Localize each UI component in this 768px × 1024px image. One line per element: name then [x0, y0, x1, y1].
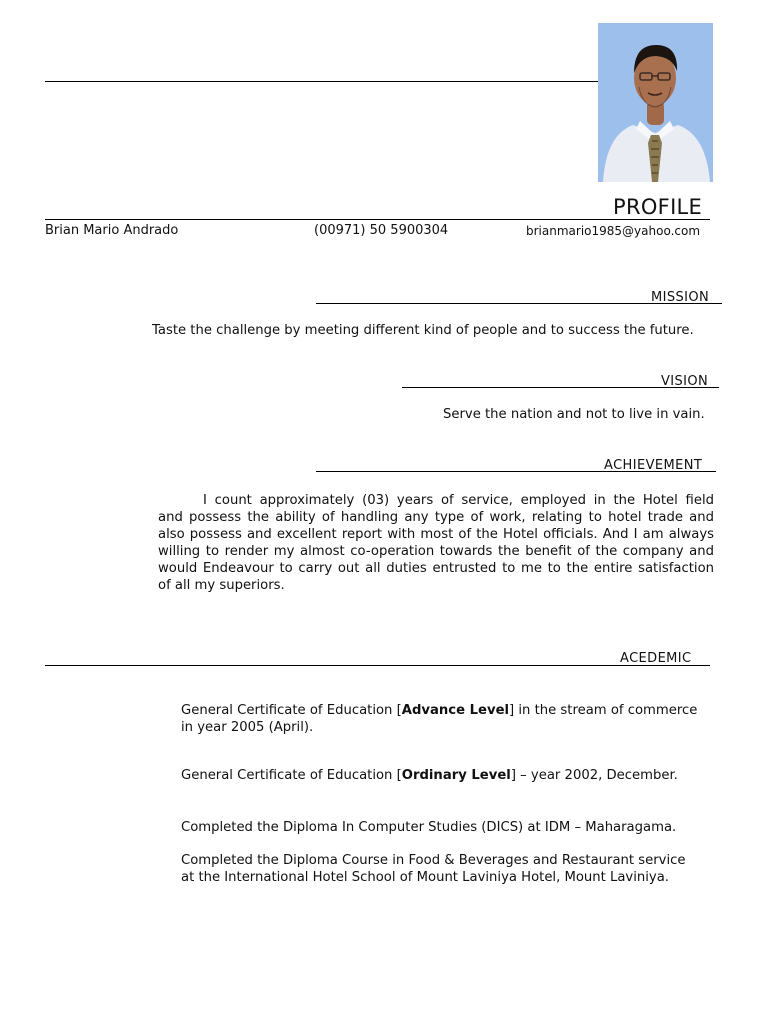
achievement-line: I count approximately (03) years of service, employed in the Hotel field [203, 493, 714, 508]
phone-number: (00971) 50 5900304 [314, 223, 449, 238]
academic-item-text: General Certificate of Education [ [181, 768, 402, 783]
achievement-line: would Endeavour to carry out all duties entrusted to me to the entire satisfaction [158, 561, 714, 576]
email-address: brianmario1985@yahoo.com [526, 224, 701, 238]
achievement-line: and possess the ability of handling any type of work, relating to hotel trade and [158, 510, 714, 525]
page-title: PROFILE [613, 195, 703, 219]
achievement-line: willing to render my almost co-operation towards the benefit of the company and [158, 544, 714, 559]
academic-item [181, 819, 726, 836]
mission-heading: MISSION [651, 290, 710, 305]
achievement-paragraph [158, 492, 714, 594]
achievement-heading: ACHIEVEMENT [604, 458, 703, 473]
academic-item-text: Completed the Diploma Course in Food & Beverages and Restaurant service [181, 853, 686, 868]
academic-heading: ACEDEMIC [620, 651, 692, 666]
candidate-name: Brian Mario Andrado [45, 223, 179, 238]
person-portrait-icon [598, 23, 713, 182]
mission-text: Taste the challenge by meeting different kind of people and to success the future. [152, 323, 694, 338]
academic-item [181, 767, 726, 784]
vision-text: Serve the nation and not to live in vain. [443, 407, 705, 422]
academic-item [181, 702, 726, 736]
academic-item-text: ] in the stream of commerce [509, 703, 698, 718]
profile-photo [598, 23, 713, 182]
top-rule [45, 81, 616, 82]
academic-item-text: General Certificate of Education [ [181, 703, 402, 718]
vision-heading: VISION [661, 374, 709, 389]
academic-item-bold: Advance Level [401, 703, 510, 718]
academic-item-bold: Ordinary Level [401, 768, 511, 783]
academic-item-text: at the International Hotel School of Mount Laviniya Hotel, Mount Laviniya. [181, 870, 669, 885]
academic-item-text: Completed the Diploma In Computer Studies (DICS) at IDM – Maharagama. [181, 820, 677, 835]
header-rule [45, 219, 710, 220]
achievement-line: of all my superiors. [158, 578, 285, 593]
academic-rule [45, 665, 710, 666]
academic-item [181, 852, 726, 886]
academic-item-text: in year 2005 (April). [181, 720, 314, 735]
academic-item-text: ] – year 2002, December. [510, 768, 678, 783]
achievement-line: also possess and excellent report with most of the Hotel officials. And I am always [158, 527, 714, 542]
